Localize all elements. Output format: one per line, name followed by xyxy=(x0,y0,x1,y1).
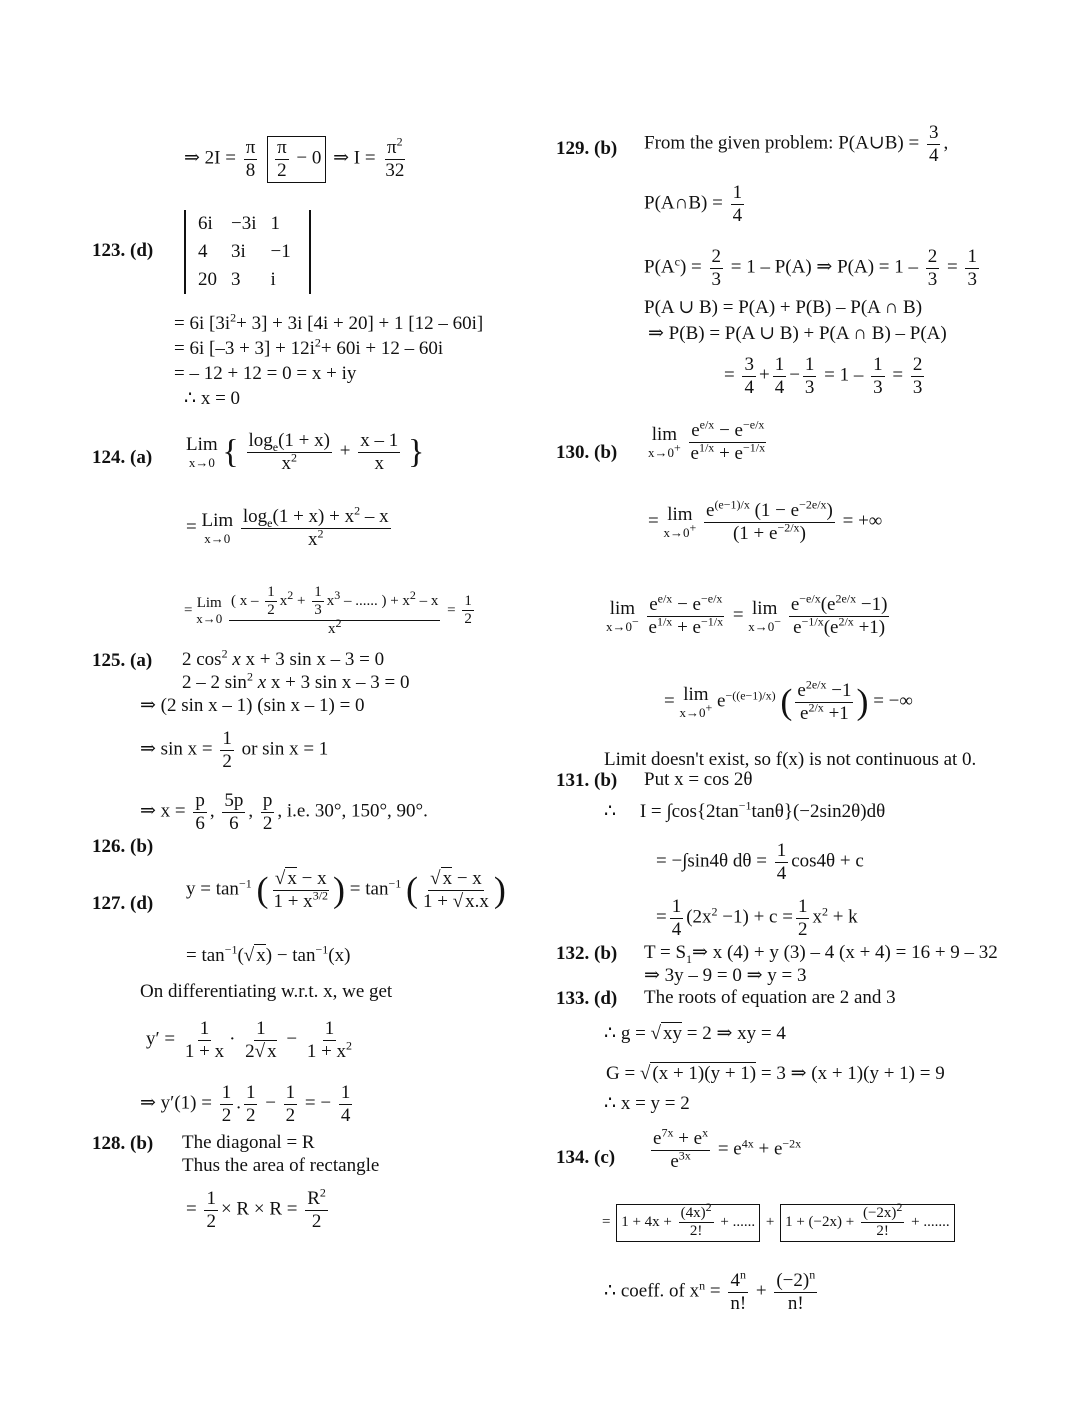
det-cell: −1 xyxy=(270,241,291,262)
text: x→0 xyxy=(648,444,674,460)
line-131-4: = $\frac{1}{4}$ $(2x^2 -1) + c$ = $\frac{1}{2}$ $x^2 + k$ xyxy=(656,896,858,940)
text: 2 cos xyxy=(182,649,222,670)
question-133-label: 133. (d) xyxy=(556,988,618,1009)
line-130-4: = lim x→0+ $e^{-((e-1)/x)}$ ( $\frac{e^{2e/x} -1}{e^{2/x} +1}$ ) = −∞ xyxy=(664,677,913,724)
line-132-1: $T = S_1\Rightarrow$ x (4) + y (3) – 4 (x + 4) = 16 + 9 – 32 xyxy=(644,942,998,966)
line-124-1: Lim x→0 { $\frac{\log_e(1 + x)}{x^2}$ + $\frac{x - 1}{x}$ } xyxy=(186,430,425,474)
det-cell: 20 xyxy=(198,269,217,290)
text: = +∞ xyxy=(842,510,883,532)
line-131-1: Put x = cos 2θ xyxy=(644,769,753,790)
text: P(A xyxy=(644,256,675,278)
text: = −∞ xyxy=(873,690,913,712)
line-125-1: 2 $\cos^2 x$ x + 3 sin x – 3 = 0 xyxy=(182,646,385,670)
det-cell: 3 xyxy=(231,269,241,290)
text: = 6i [3i xyxy=(174,313,231,334)
line-124-2: = Lim x→0 $\frac{\log_e(1 + x) + x^2 - x}{x^2}$ xyxy=(186,503,389,550)
text: − tan xyxy=(276,945,316,966)
text: x – 3 = 0 xyxy=(341,672,410,693)
line-129-1: From the given problem: P(A∪B) = $\frac{3}{4}$ , xyxy=(644,122,949,166)
text: = xyxy=(656,906,667,928)
text: x xyxy=(812,906,822,928)
question-124-label: 124. (a) xyxy=(92,447,153,468)
det-cell: 1 xyxy=(270,213,280,234)
frac-124-3: ( x – $\frac{1}{2}$ $x^2$ + $\frac{1}{3}$ $x^3$ – ...... ) + $x^2$ – x $x^2$ xyxy=(230,584,439,637)
lim-sub: x→0 xyxy=(196,610,223,626)
line-128-2: Thus the area of rectangle xyxy=(182,1155,380,1176)
line-133-3: G = √ (x + 1)(y + 1) = 3 ⇒ (x + 1)(y + 1) = 9 xyxy=(606,1063,945,1084)
text: x→0 xyxy=(679,704,706,720)
line-127-3: On differentiating w.r.t. x, we get xyxy=(140,981,393,1002)
line-133-2: ∴ g = √ xy = 2 ⇒ xy = 4 xyxy=(604,1023,786,1044)
text: = 1 – xyxy=(824,364,864,386)
text: cos4θ + c xyxy=(791,850,864,872)
text: I = ∫cos{2tan xyxy=(639,801,739,822)
eq-I: ⇒ I = xyxy=(333,147,376,169)
question-131-label: 131. (b) xyxy=(556,770,618,791)
line-134-2: ∴ coeff. of $x^n$ = $\frac{4^n}{n!}$ + $\frac{(-2)^n}{n!}$ xyxy=(604,1267,816,1314)
line-127-5: ⇒ y′(1) = $\frac{1}{2}$ . $\frac{1}{2}$ − $\frac{1}{2}$ = − $\frac{1}{4}$ xyxy=(140,1082,351,1126)
text: 6 xyxy=(229,812,239,834)
frac-log-x2: $\frac{\log_e(1 + x)}{x^2}$ xyxy=(248,430,330,474)
line-129-3: $P(A^c)$ = $\frac{2}{3}$ = 1 – P(A) ⇒ P(A) = 1 – $\frac{2}{3}$ = $\frac{1}{3}$ xyxy=(644,246,977,290)
line-123-2: = 6i $[-3 + 3] + 12i^2+ 60i + 12 - 60i$ xyxy=(174,335,444,359)
line-129-4: P(A ∪ B) = P(A) + P(B) – P(A ∩ B) xyxy=(644,297,923,318)
frac-pi2-32: $\frac{\pi^2}{32}$ xyxy=(385,134,405,181)
question-127-label: 127. (d) xyxy=(92,893,154,914)
text: y′ = xyxy=(146,1028,176,1050)
line-124-3: = Lim x→0 ( x – $\frac{1}{2}$ $x^2$ + $\frac{1}{3}$ $x^3$ – ...... ) + $x^2$ – x $x^2$ = $\frac{1}{2}$ xyxy=(184,584,472,637)
text: (1 + x) + x xyxy=(272,506,355,527)
frac-half: $\frac{1}{2}$ xyxy=(464,593,472,628)
lim-label: lim xyxy=(683,683,709,705)
text: 2 – 2 sin xyxy=(182,672,247,693)
text: – x xyxy=(360,506,389,527)
line-130-3: lim x→0− $\frac{e^{e/x} - e^{-e/x}}{e^{1/x} + e^{-1/x}}$ = lim x→0− $\frac{e^{-e/x}(e^{2e/x} -1)}{e^{-1/x}(e^{2/x} +1)}$ xyxy=(606,591,888,638)
text: = 3 ⇒ (x + 1)(y + 1) = 9 xyxy=(760,1063,945,1084)
question-125-label: 125. (a) xyxy=(92,650,153,671)
text: i.e. 30°, 150°, 90°. xyxy=(286,800,428,822)
line-125-4: ⇒ sin x = $\frac{1}{2}$ or sin x = 1 xyxy=(140,728,329,772)
lim-label: lim xyxy=(609,597,636,619)
text: ∴ g = xyxy=(604,1023,646,1044)
line-129-2: P(A∩B) = $\frac{1}{4}$ xyxy=(644,182,743,226)
text: = 1 – P(A) ⇒ P(A) = 1 – xyxy=(730,256,918,278)
line-131-3: = −∫sin4θ dθ = $\frac{1}{4}$ cos4θ + c xyxy=(656,840,864,884)
text: 6 xyxy=(195,812,205,834)
line-129-5: ⇒ P(B) = P(A ∪ B) + P(A ∩ B) – P(A) xyxy=(648,323,947,344)
text: – ...... xyxy=(343,593,378,610)
line-125-3: ⇒ (2 sin x – 1) (sin x – 1) = 0 xyxy=(140,695,365,716)
text: ⇒ y′(1) = xyxy=(140,1092,212,1114)
text: + x xyxy=(390,593,410,610)
question-123-label: 123. (d) xyxy=(92,240,154,261)
text: x + 3 sin xyxy=(245,649,312,670)
line-133-1: The roots of equation are 2 and 3 xyxy=(644,987,896,1008)
text: = e xyxy=(717,1138,742,1160)
text: + 3] + 3i [4i + 20] + 1 [12 – 60i] xyxy=(236,313,484,334)
line-134-1: $\frac{e^{7x} + e^x}{e^{3x}}$ = $e^{4x} + e^{-2x}$ xyxy=(653,1125,802,1172)
lim-label: Lim xyxy=(196,595,222,612)
line-129-6: = $\frac{3}{4}$ + $\frac{1}{4}$ − $\frac{1}{3}$ = 1 – $\frac{1}{3}$ = $\frac{2}{3}$ xyxy=(724,354,923,398)
question-132-label: 132. (b) xyxy=(556,943,618,964)
text: x – xyxy=(239,593,263,610)
question-134-label: 134. (c) xyxy=(556,1147,616,1168)
det-cell: −3i xyxy=(231,213,257,234)
line-130-2: = lim x→0+ $\frac{e^{(e-1)/x} (1 - e^{-2e/x})}{(1 + e^{-2/x})}$ = +∞ xyxy=(648,497,883,544)
lim-sub: x→0 xyxy=(188,454,215,470)
frac-pi-8: $\frac{\pi}{8}$ xyxy=(245,137,256,181)
lim-label: Lim xyxy=(186,433,218,455)
text: ⇒ x (4) + y (3) – 4 (x + 4) = 16 + 9 – 32 xyxy=(692,942,998,963)
line-127-2: = $\tan^{-1}(√$ $x) - \tan^{-1}(x)$ xyxy=(186,942,351,966)
frac-124-2: $\frac{\log_e(1 + x) + x^2 - x}{x^2}$ xyxy=(242,503,389,550)
det-cell: i xyxy=(270,269,276,290)
text: = xyxy=(186,1198,197,1220)
lim-label: Lim xyxy=(201,509,234,531)
text: ⇒ sin x = xyxy=(140,738,213,760)
line-125-2: 2 – 2 $\sin^2 x$ x + 3 sin x – 3 = 0 xyxy=(182,669,410,693)
line-134-expansion: = 1 + 4x + $\frac{(4x)^2}{2!}$ + ...... + 1 + (−2x) + $\frac{(-2x)^2}{2!}$ + ....... xyxy=(602,1204,957,1242)
text: + 60i + 12 – 60i xyxy=(320,338,444,359)
text: (2x xyxy=(686,906,712,928)
result-122 xyxy=(184,136,409,183)
line-130-1: lim x→0+ $\frac{e^{e/x} - e^{-e/x}}{e^{1/x} + e^{-1/x}}$ xyxy=(648,417,766,464)
text: (1 + x) xyxy=(278,430,330,451)
text: y = tan xyxy=(186,878,239,900)
text: = tan xyxy=(349,878,389,900)
text: 5p xyxy=(224,790,244,811)
question-130-label: 130. (b) xyxy=(556,442,618,463)
text: 2 xyxy=(262,812,273,834)
line-123-3: = – 12 + 12 = 0 = x + iy xyxy=(174,363,357,384)
text: x – 1 xyxy=(360,430,399,451)
text: + e xyxy=(753,1138,783,1160)
line-128-3: = $\frac{1}{2}$ × R × R = $\frac{R^2}{2}$ xyxy=(186,1185,326,1232)
question-126-label: 126. (b) xyxy=(92,836,154,857)
determinant-123 xyxy=(184,210,311,294)
lim-label: lim xyxy=(667,503,693,525)
text: = −∫sin4θ dθ = xyxy=(656,850,767,872)
text: p xyxy=(262,790,273,811)
text: T = S xyxy=(644,942,687,963)
det-cell: 4 xyxy=(198,241,208,262)
bracket-pi-2: $\frac{\pi}{2}$ − 0 xyxy=(267,136,326,183)
text: x→0 xyxy=(748,618,775,634)
text: x xyxy=(281,452,291,474)
question-129-label: 129. (b) xyxy=(556,138,618,159)
left-column xyxy=(0,0,520,1425)
text: From the given problem: P(A∪B) = xyxy=(644,132,920,154)
question-128-label: 128. (b) xyxy=(92,1133,154,1154)
line-130-5: Limit doesn't exist, so f(x) is not continuous at 0. xyxy=(604,749,977,770)
line-132-2: ⇒ 3y – 9 = 0 ⇒ y = 3 xyxy=(644,965,807,986)
text: ∴ coeff. of x xyxy=(604,1280,700,1302)
line-127-1: $y = \tan^{-1}$ ( $\frac{√ x - x}{1 + x^{3/2}}$ ) = $\tan^{-1}$ ( $\frac{√ x - x}{1 + √ x.x}$ ) xyxy=(186,868,506,912)
line-127-4: y′ = $\frac{1}{1 + x}$ · $\frac{1}{2√ x}$ − $\frac{1}{1 + x^2}$ xyxy=(146,1018,353,1062)
text: x + 3 sin xyxy=(270,672,338,693)
right-column xyxy=(544,0,1064,1425)
text: G = xyxy=(606,1063,636,1084)
text: x→0 xyxy=(663,524,690,540)
text: = xyxy=(705,1280,721,1302)
line-123-4: ∴ x = 0 xyxy=(184,388,241,409)
text: + k xyxy=(827,906,858,928)
text: −1) + c = xyxy=(717,906,793,928)
text: ) = xyxy=(679,256,702,278)
det-cell: 6i xyxy=(198,213,213,234)
line-133-4: ∴ x = y = 2 xyxy=(604,1093,690,1114)
text: ⇒ x = xyxy=(140,800,186,822)
text: = 6i [–3 + 3] + 12i xyxy=(174,338,315,359)
text: P(A∩B) = xyxy=(644,192,723,214)
line-123-1: = 6i $[3i^2+ 3] + 3i$ [4i + 20] + 1 [12 – 60i] xyxy=(174,310,484,334)
eq-2I: ⇒ 2I = xyxy=(184,147,236,169)
line-125-5: ⇒ x = $\frac{p}{6}$ , $\frac{5p}{6}$ , $\frac{p}{2}$ , i.e. 30°, 150°, 90°. xyxy=(140,790,428,834)
text: log xyxy=(242,506,268,527)
text: log xyxy=(248,430,273,451)
line-131-2: ∴ $I = \int\cos\{2\tan^{-1}\tan\theta\}(-2\sin 2\theta)d\theta$ xyxy=(604,798,886,822)
lim-label: lim xyxy=(752,597,778,619)
text: x xyxy=(307,528,318,550)
text: x→0 xyxy=(606,618,632,634)
text: = 2 ⇒ xy = 4 xyxy=(686,1023,786,1044)
lim-label: lim xyxy=(651,423,678,445)
frac-x1-x: $\frac{x - 1}{x}$ xyxy=(360,430,399,474)
det-cell: 3i xyxy=(231,241,246,262)
text: or sin x = 1 xyxy=(241,738,329,760)
text: x – 3 = 0 xyxy=(316,649,385,670)
text: = tan xyxy=(186,945,225,966)
text: – x xyxy=(415,593,439,610)
line-128-1: The diagonal = R xyxy=(182,1132,315,1153)
text: × R × R = xyxy=(220,1198,298,1220)
text: tanθ}(−2sin2θ)dθ xyxy=(751,801,886,822)
text: p xyxy=(195,790,205,811)
text: = xyxy=(724,364,735,386)
lim-sub: x→0 xyxy=(204,530,231,546)
